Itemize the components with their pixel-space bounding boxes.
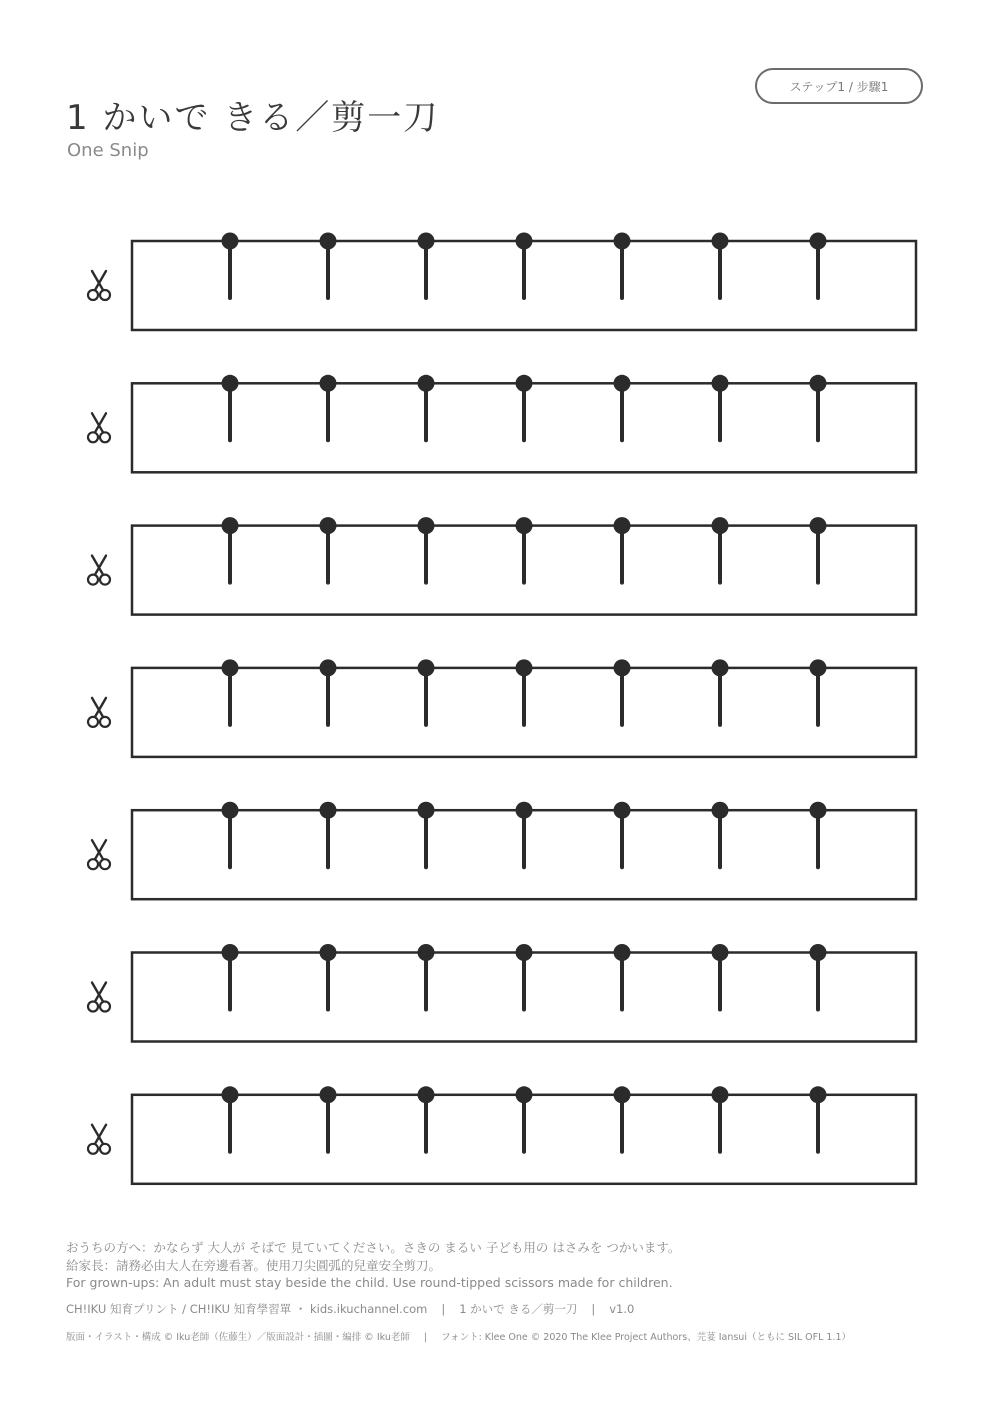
note-japanese: おうちの方へ：かならず 大人が そばで 見ていてください。さきの まるい 子ども用の はさみを つかいます。 — [66, 1240, 681, 1255]
scissors-icon — [88, 556, 110, 585]
cut-guide-line — [320, 944, 337, 1010]
sheet-title: 1 かいで きる／剪一刀 — [459, 1302, 578, 1316]
scissors-icon — [88, 1125, 110, 1154]
cut-guide-line — [810, 659, 827, 725]
cut-guide-line — [516, 233, 533, 299]
page-subtitle: One Snip — [67, 140, 149, 161]
scissors-icon — [88, 413, 110, 442]
cut-guide-line — [320, 233, 337, 299]
cut-guide-line — [222, 517, 239, 583]
cut-guide-line — [418, 517, 435, 583]
scissors-icon — [88, 271, 110, 300]
cutting-strip — [88, 659, 916, 757]
cut-guide-line — [418, 944, 435, 1010]
scissors-icon — [88, 983, 110, 1012]
cut-guide-line — [810, 375, 827, 441]
cut-guide-line — [418, 802, 435, 868]
cut-guide-line — [516, 1086, 533, 1152]
cut-guide-line — [516, 802, 533, 868]
cutting-strip — [88, 1086, 916, 1184]
cut-guide-line — [712, 517, 729, 583]
cut-guide-line — [614, 233, 631, 299]
cut-guide-line — [810, 944, 827, 1010]
cut-guide-line — [516, 944, 533, 1010]
separator: | — [423, 1332, 428, 1343]
version-label: v1.0 — [609, 1302, 635, 1316]
footer-links — [66, 1301, 634, 1317]
cut-guide-line — [614, 517, 631, 583]
cut-guide-line — [614, 659, 631, 725]
credits-font: フォント: Klee One © 2020 The Klee Project Authors、芫荽 Iansui（ともに SIL OFL 1.1） — [441, 1332, 851, 1343]
footer-credits — [66, 1329, 851, 1343]
cut-guide-line — [222, 802, 239, 868]
separator: | — [441, 1302, 446, 1316]
cut-guide-line — [320, 659, 337, 725]
cut-guide-line — [712, 233, 729, 299]
cut-guide-line — [320, 1086, 337, 1152]
cut-guide-line — [810, 802, 827, 868]
cut-guide-line — [614, 944, 631, 1010]
cut-guide-line — [810, 517, 827, 583]
cutting-strip — [88, 375, 916, 473]
cut-guide-line — [614, 375, 631, 441]
separator: | — [591, 1302, 596, 1316]
note-chinese: 給家長：請務必由大人在旁邊看著。使用刀尖圓弧的兒童安全剪刀。 — [66, 1257, 442, 1273]
cutting-strip — [88, 802, 916, 900]
cut-guide-line — [712, 944, 729, 1010]
cut-guide-line — [712, 1086, 729, 1152]
cut-guide-line — [810, 233, 827, 299]
cut-guide-line — [222, 659, 239, 725]
credits-illustration: 版面・イラスト・構成 © Iku老師（佐藤生）／版面設計・插圖・編排 © Iku老師 — [66, 1332, 410, 1343]
cut-guide-line — [614, 1086, 631, 1152]
page-title: 1 かいで きる／剪一刀 — [66, 98, 440, 138]
scissors-icon — [88, 840, 110, 869]
cut-guide-line — [320, 802, 337, 868]
cut-guide-line — [222, 233, 239, 299]
cut-guide-line — [222, 944, 239, 1010]
cut-guide-line — [516, 517, 533, 583]
cut-guide-line — [712, 659, 729, 725]
cut-guide-line — [418, 375, 435, 441]
cut-guide-line — [418, 659, 435, 725]
scissors-icon — [88, 698, 110, 727]
cut-guide-line — [614, 802, 631, 868]
cut-guide-line — [810, 1086, 827, 1152]
cut-guide-line — [516, 659, 533, 725]
cut-guide-line — [418, 1086, 435, 1152]
cut-guide-line — [222, 1086, 239, 1152]
brand-link[interactable]: CH!IKU 知育プリント / CH!IKU 知育學習單 ・ kids.ikuchannel.com — [66, 1302, 428, 1316]
cutting-strip — [88, 517, 916, 615]
cutting-strip — [88, 944, 916, 1042]
cut-guide-line — [320, 517, 337, 583]
note-english: For grown-ups: An adult must stay beside the child. Use round-tipped scissors made for children. — [66, 1275, 673, 1290]
cut-guide-line — [712, 802, 729, 868]
cut-guide-line — [712, 375, 729, 441]
cutting-strip — [88, 233, 916, 331]
cut-guide-line — [516, 375, 533, 441]
cut-guide-line — [418, 233, 435, 299]
footer-notes — [66, 1239, 680, 1292]
cut-guide-line — [320, 375, 337, 441]
step-badge: ステップ1 / 步驟1 — [755, 68, 923, 104]
cut-guide-line — [222, 375, 239, 441]
